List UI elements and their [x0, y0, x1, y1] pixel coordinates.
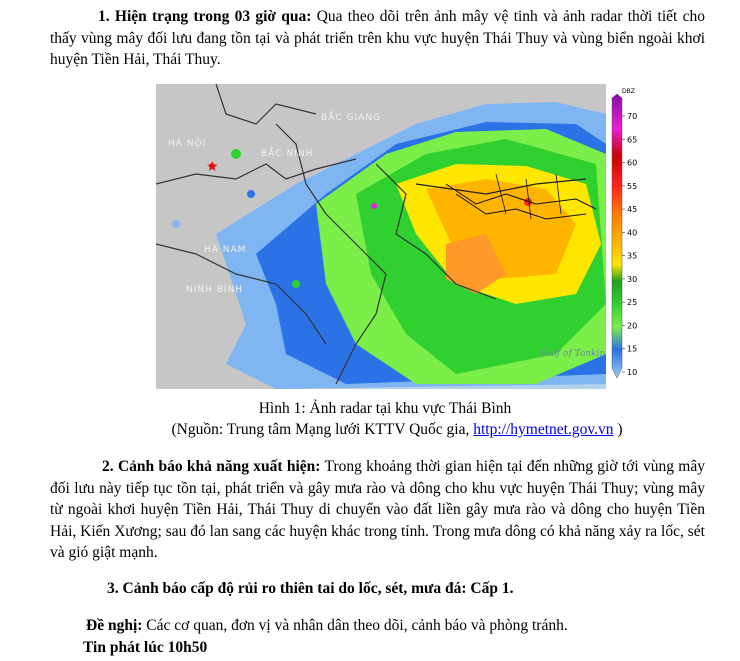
scale-tick-label: 35 — [627, 251, 638, 261]
dbz-color-scale — [606, 84, 644, 389]
section-canh-bao-text: Trong khoảng thời gian hiện tại đến những giờ tới vùng mây đối lưu này tiếp tục tồn tại, phát triển và gây mưa rào và dông cho khu vực huyện Thái Thuy; vùng mây từ ngoài khơi huyện Tiền Hải, Thái Thuy di chuyển vào đất liền gây mưa rào và dông cho huyện Tiền Hải, Kiến Xương; sau đó lan sang các huyện khác trong tỉnh. Trong mưa dông có khả năng xảy ra lốc, sét và gió giật mạnh. — [50, 458, 705, 561]
scale-tick-label: 45 — [627, 205, 638, 215]
issue-time — [83, 639, 207, 657]
section-hien-trang-text: Qua theo dõi trên ảnh mây vệ tinh và ảnh radar thời tiết cho thấy vùng mây đối lưu đang tồn tại và phát triển trên khu vực huyện Thái Thuy và vùng biển ngoài khơi huyện Tiền Hải, Thái Thuy. — [50, 8, 705, 68]
scale-tick-label: 40 — [627, 228, 638, 238]
scale-tick-label: 65 — [627, 135, 638, 145]
section-cap-do — [107, 580, 513, 598]
figure-source — [27, 421, 740, 439]
recommendation-text: Các cơ quan, đơn vị và nhân dân theo dõi, cảnh báo và phòng tránh. — [142, 617, 568, 634]
scale-tick-label: 20 — [627, 321, 638, 331]
svg-text:★: ★ — [206, 159, 219, 175]
label-bac-giang: BẮC GIANG — [321, 113, 381, 123]
section-canh-bao — [50, 456, 705, 564]
issue-time-text: Tin phát lúc 10h50 — [83, 639, 208, 656]
label-gulf: Gulf of Tonkin — [541, 349, 606, 359]
section-hien-trang — [50, 6, 705, 71]
label-bac-ninh: BẮC NINH — [261, 149, 314, 159]
scale-tick-label: 55 — [627, 181, 638, 191]
scale-tick-label: 10 — [627, 368, 638, 377]
source-prefix: (Nguồn: Trung tâm Mạng lưới KTTV Quốc gia, — [171, 421, 474, 438]
section-hien-trang-heading: 1. Hiện trạng trong 03 giờ qua: — [98, 8, 312, 25]
scale-unit: DBZ — [622, 88, 635, 95]
recommendation — [86, 617, 568, 635]
figure-caption: Hình 1: Ảnh radar tại khu vực Thái Bình — [258, 400, 512, 417]
radar-image — [156, 84, 644, 389]
scale-tick-label: 15 — [627, 344, 638, 354]
radar-map — [156, 84, 606, 389]
source-link[interactable]: http://hymetnet.gov.vn — [473, 421, 614, 438]
scale-tick-label: 60 — [627, 158, 638, 168]
section-cap-do-heading: 3. Cảnh báo cấp độ rủi ro thiên tai do lốc, sét, mưa đá: Cấp 1. — [107, 580, 514, 597]
scale-tick-label: 70 — [627, 112, 638, 121]
label-ha-nam: HÀ NAM — [204, 245, 247, 255]
recommendation-label: Đề nghị: — [86, 617, 143, 634]
label-ha-noi: HÀ NỘI — [168, 139, 207, 149]
section-canh-bao-heading: 2. Cảnh báo khả năng xuất hiện: — [102, 458, 321, 475]
source-suffix: ) — [613, 421, 623, 438]
scale-tick-label: 25 — [627, 298, 638, 308]
scale-tick-label: 30 — [627, 274, 638, 284]
label-ninh-binh: NINH BÌNH — [186, 285, 244, 295]
